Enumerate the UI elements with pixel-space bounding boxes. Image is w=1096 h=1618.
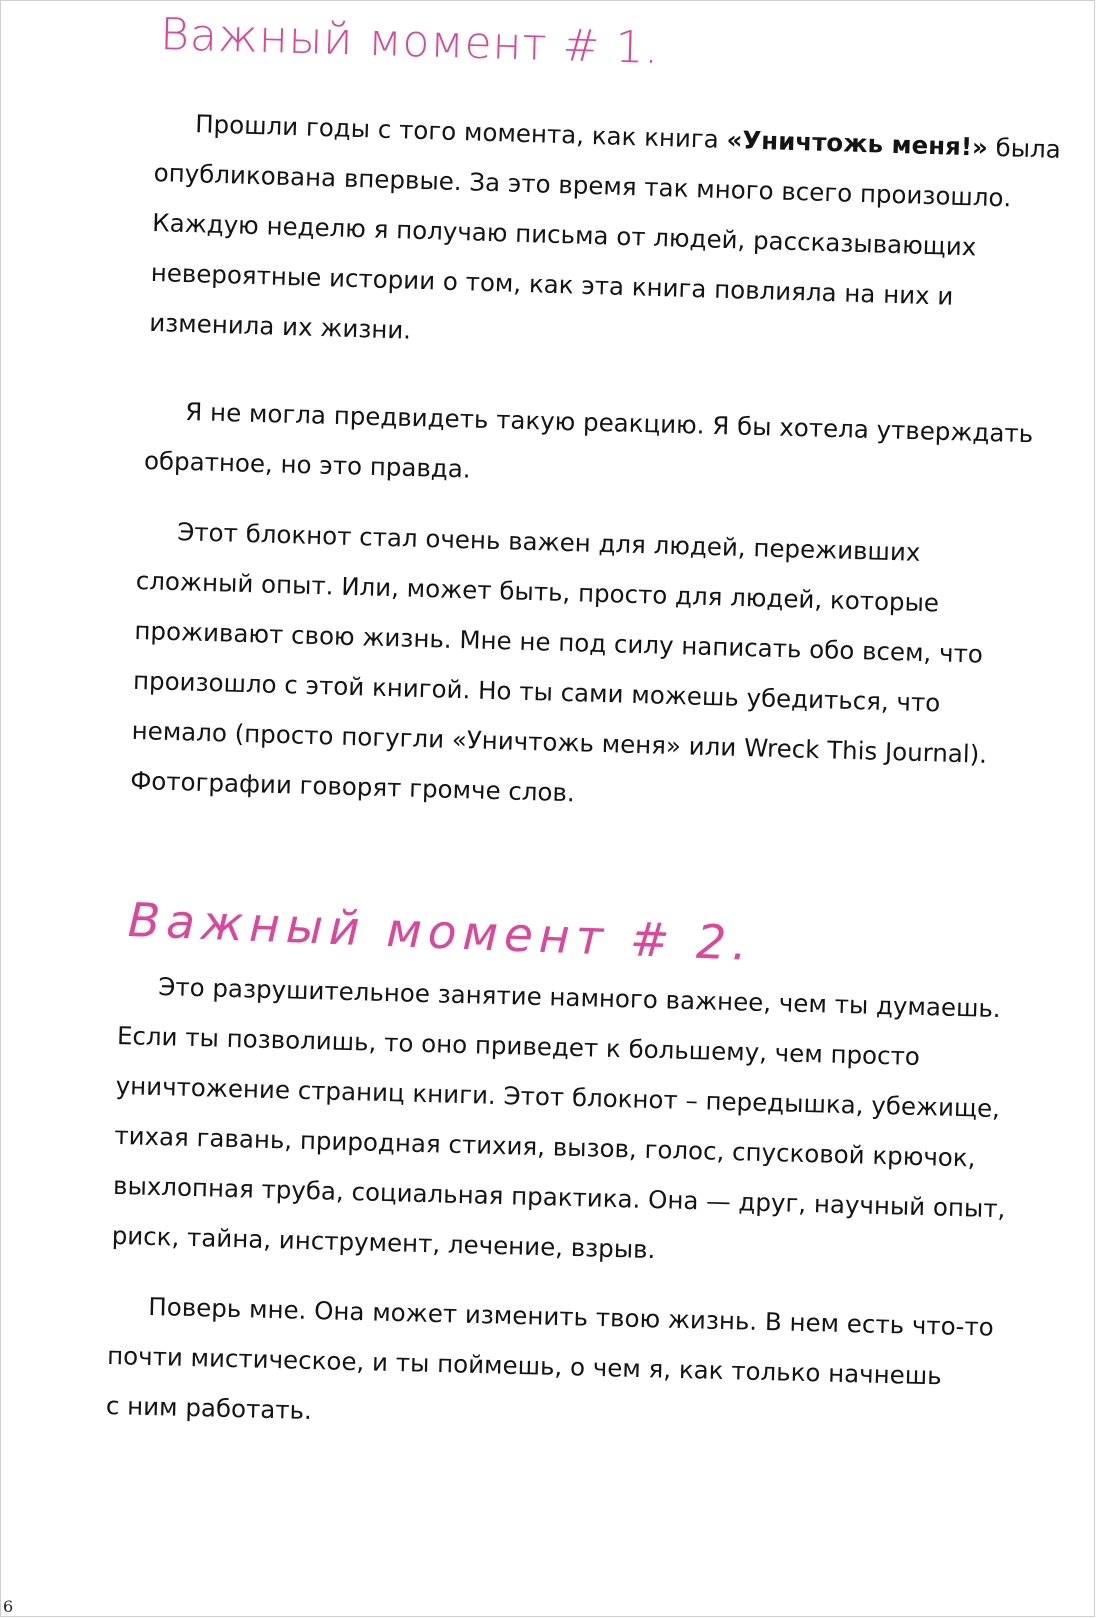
- text-line: выхлопная труба, социальная практика. Она — друг, научный опыт,: [112, 1170, 1006, 1224]
- book-title-bold: «Уничтожь меня!»: [726, 124, 989, 162]
- text-fragment: Прошли годы с того момента, как книга: [194, 109, 728, 154]
- text-line: тихая гавань, природная стихия, вызов, голос, спусковой крючок,: [114, 1120, 976, 1173]
- text-line: сложный опыт. Или, может быть, просто для людей, которые: [135, 565, 940, 618]
- text-line: риск, тайна, инструмент, лечение, взрыв.: [111, 1220, 656, 1265]
- text-line: опубликована впервые. За это время так много всего произошло.: [153, 157, 1012, 213]
- text-line: Если ты позволишь, то оно приведет к большему, чем просто: [116, 1020, 921, 1071]
- section-1-paragraph-2: [143, 386, 1033, 509]
- text-line: Я не могла предвидеть такую реакцию. Я бы хотела утверждать: [184, 397, 1034, 449]
- text-line: Фотографии говорят громче слов.: [129, 765, 576, 808]
- text-line: обратное, но это правда.: [143, 445, 471, 484]
- text-line: немало (просто погугли «Уничтожь меня» или Wreck This Journal).: [131, 715, 988, 769]
- section-2-paragraph-2: [105, 1281, 994, 1453]
- text-line: Поверь мне. Она может изменить твою жизнь. В нем есть что-то: [148, 1291, 995, 1342]
- text-line: Каждую неделю я получаю письма от людей, рассказывающих: [151, 207, 977, 262]
- text-line: произошло с этой книгой. Но ты сами можешь убедиться, что: [132, 665, 941, 718]
- text-fragment: была: [987, 132, 1062, 164]
- text-line: проживают свою жизнь. Мне не под силу написать обо всем, что: [134, 615, 984, 669]
- section-1-heading: Важный момент # 1.: [159, 9, 661, 74]
- text-line: Этот блокнот стал очень важен для людей, переживших: [176, 517, 921, 567]
- text-line: с ним работать.: [105, 1390, 313, 1425]
- text-line: невероятные истории о том, как эта книга повлияла на них и: [150, 257, 954, 311]
- text-line: уничтожение страниц книги. Этот блокнот – передышка, убежище,: [115, 1070, 1001, 1124]
- section-1-paragraph-1: [149, 98, 1062, 375]
- text-line: почти мистическое, и ты поймешь, о чем я, как только начнешь: [106, 1340, 943, 1391]
- page-number: 6: [3, 1597, 14, 1616]
- text-line: Это разрушительное занятие намного важнее, чем ты думаешь.: [157, 972, 1002, 1024]
- text-line: изменила их жизни.: [148, 307, 412, 345]
- section-2-heading: Важный момент # 2.: [126, 893, 755, 972]
- section-1-paragraph-3: [130, 506, 994, 830]
- section-2-paragraph-1: [111, 961, 1011, 1284]
